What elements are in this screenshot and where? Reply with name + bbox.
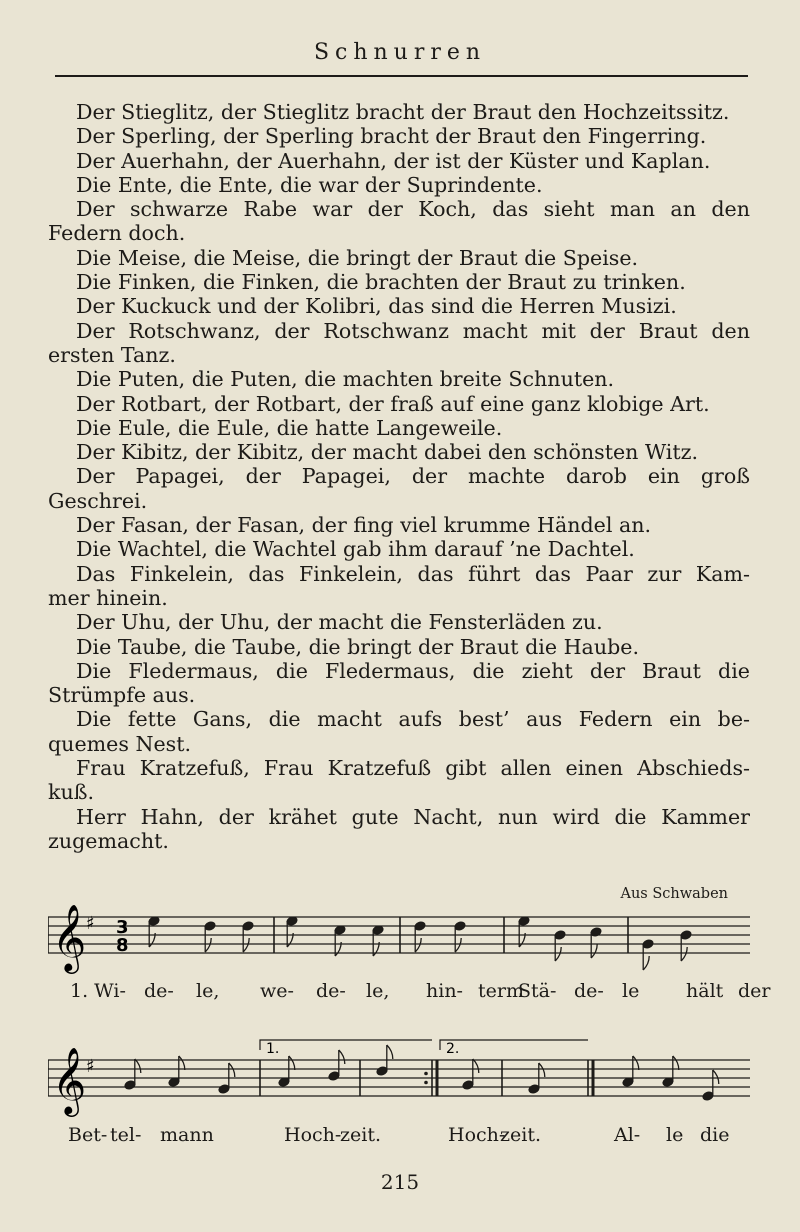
lyric-syllable: der xyxy=(738,980,771,1002)
verse-line: Der Sperling, der Sperling bracht der Braut den Fingerring. xyxy=(76,124,707,149)
verse-line: ersten Tanz. xyxy=(48,342,176,367)
lyric-syllable: le, xyxy=(196,980,220,1002)
lyric-syllable: zeit. xyxy=(500,1124,542,1146)
volta-1: 1. xyxy=(266,1041,280,1057)
music-staff-1 xyxy=(48,895,750,975)
lyric-syllable: Hoch- xyxy=(284,1124,342,1146)
time-signature-bottom: 8 xyxy=(116,935,129,956)
lyric-syllable: Hoch- xyxy=(448,1124,506,1146)
verse-line: Der Uhu, der Uhu, der macht die Fensterläden zu. xyxy=(76,610,603,635)
verse-line: Strümpfe aus. xyxy=(48,683,196,708)
lyric-syllable: tel- xyxy=(110,1124,142,1146)
lyric-syllable: hin- xyxy=(426,980,463,1002)
lyric-syllable: le xyxy=(666,1124,684,1146)
running-head: Schnurren xyxy=(313,40,487,65)
verse-line: Federn doch. xyxy=(48,221,186,246)
lyric-syllable: le xyxy=(622,980,640,1002)
lyric-syllable: Stä- xyxy=(518,980,557,1002)
verse-line: Der schwarze Rabe war der Koch, das sieht man an den xyxy=(76,197,750,222)
verse-line: Der Kibitz, der Kibitz, der macht dabei den schönsten Witz. xyxy=(76,440,699,465)
lyric-syllable: le, xyxy=(366,980,390,1002)
verse-line: Die Taube, die Taube, die bringt der Braut die Haube. xyxy=(76,634,640,659)
lyric-syllable: Al- xyxy=(614,1124,641,1146)
verse-line: Die fette Gans, die macht aufs best’ aus Federn ein be- xyxy=(76,707,750,732)
verse-line: Das Finkelein, das Finkelein, das führt das Paar zur Kam- xyxy=(76,561,750,586)
verse-line: Herr Hahn, der krähet gute Nacht, nun wird die Kammer xyxy=(76,804,750,829)
verse-line: Der Kuckuck und der Kolibri, das sind die Herren Musizi. xyxy=(76,294,677,319)
lyric-syllable: term xyxy=(478,980,524,1002)
lyric-syllable: de- xyxy=(574,980,604,1002)
verse-line: Die Wachtel, die Wachtel gab ihm darauf ’ne Dachtel. xyxy=(76,537,635,562)
verse-line: Die Fledermaus, die Fledermaus, die zieht der Braut die xyxy=(76,658,750,683)
header-rule xyxy=(55,75,748,77)
page-number: 215 xyxy=(380,1170,420,1194)
treble-clef-icon: 𝄞 xyxy=(52,1046,87,1114)
lyric-syllable: Bet- xyxy=(68,1124,108,1146)
verse-line: quemes Nest. xyxy=(48,731,192,756)
music-staff-2 xyxy=(48,1038,750,1118)
verse-line: zugemacht. xyxy=(48,828,169,853)
verse-line: Die Ente, die Ente, die war der Suprindente. xyxy=(76,172,543,197)
lyric-syllable: we- xyxy=(260,980,294,1002)
lyric-syllable: de- xyxy=(316,980,346,1002)
volta-2: 2. xyxy=(446,1041,460,1057)
lyric-syllable: die xyxy=(700,1124,730,1146)
verse-line: Der Stieglitz, der Stieglitz bracht der Braut den Hochzeitssitz. xyxy=(76,100,730,124)
verse-line: Der Fasan, der Fasan, der fing viel krumme Händel an. xyxy=(76,513,652,538)
verse-line: Der Rotbart, der Rotbart, der fraß auf eine ganz klobige Art. xyxy=(76,391,710,416)
verse-line: Geschrei. xyxy=(48,488,148,513)
lyric-syllable: de- xyxy=(144,980,174,1002)
verse-line: mer hinein. xyxy=(48,585,168,610)
verse-list xyxy=(48,100,750,853)
verse-line: Die Puten, die Puten, die machten breite Schnuten. xyxy=(76,367,615,392)
lyric-syllable: hält xyxy=(686,980,724,1002)
music-source: Aus Schwaben xyxy=(620,886,728,902)
lyric-syllable: mann xyxy=(160,1124,214,1146)
verse-line: Der Papagei, der Papagei, der machte darob ein groß xyxy=(76,464,750,489)
lyric-syllable: 1. Wi- xyxy=(70,980,126,1002)
time-signature-top: 3 xyxy=(116,917,129,938)
verse-line: kuß. xyxy=(48,780,95,805)
svg-text:♯: ♯ xyxy=(86,913,95,934)
svg-text:♯: ♯ xyxy=(86,1056,95,1077)
verse-line: Der Rotschwanz, der Rotschwanz macht mit der Braut den xyxy=(76,318,750,343)
treble-clef-icon: 𝄞 xyxy=(52,903,87,971)
verse-line: Die Meise, die Meise, die bringt der Braut die Speise. xyxy=(76,245,639,270)
verse-line: Die Finken, die Finken, die brachten der Braut zu trinken. xyxy=(76,270,686,295)
verse-line: Der Auerhahn, der Auerhahn, der ist der Küster und Kaplan. xyxy=(76,148,711,173)
lyric-syllable: zeit. xyxy=(340,1124,382,1146)
verse-line: Die Eule, die Eule, die hatte Langeweile. xyxy=(76,415,503,440)
verse-line: Frau Kratzefuß, Frau Kratzefuß gibt allen einen Abschieds- xyxy=(76,756,750,781)
